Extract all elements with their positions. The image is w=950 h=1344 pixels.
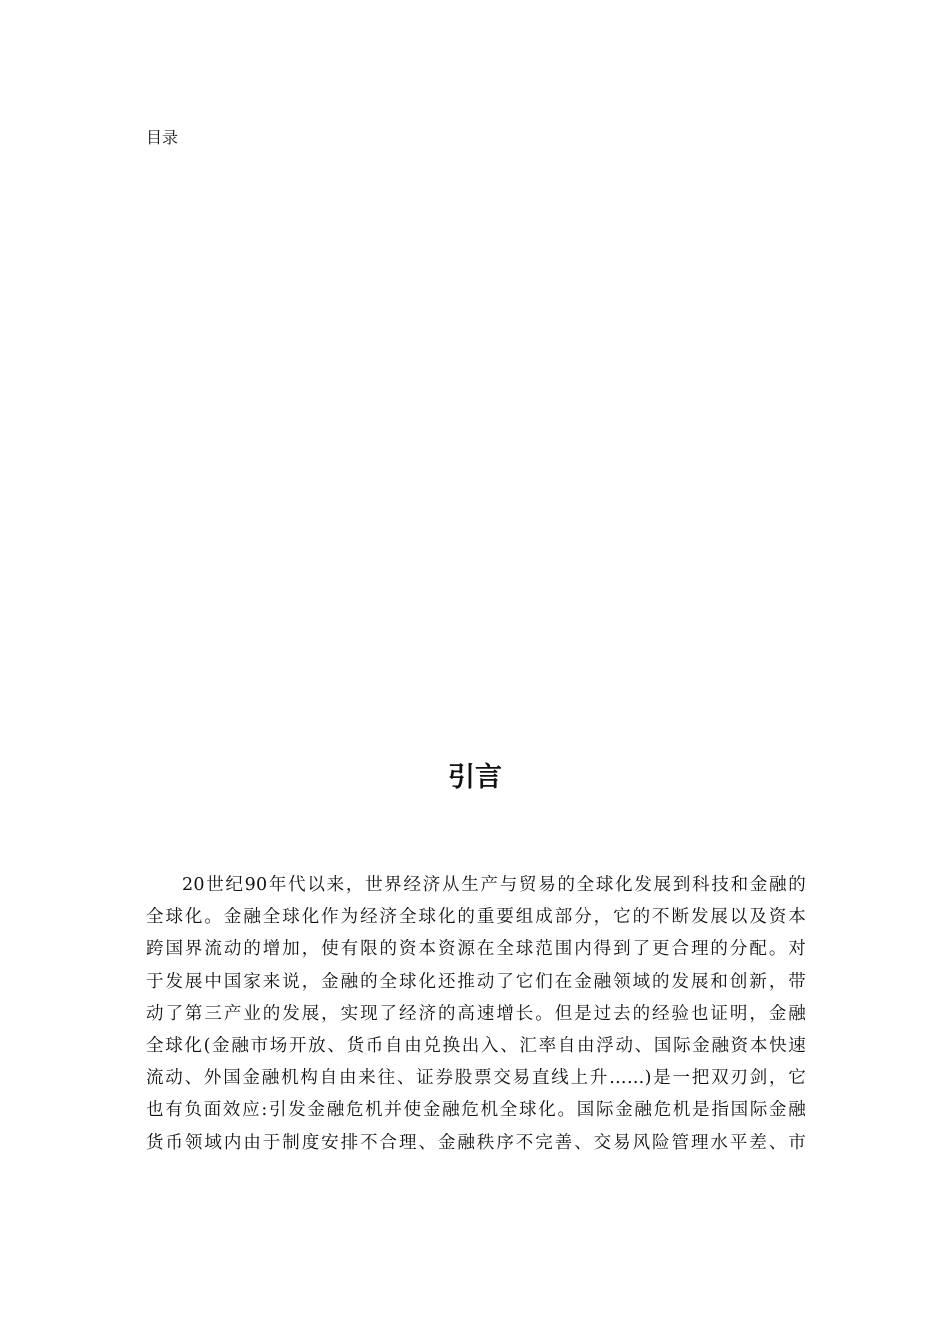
paragraph-line: 跨国界流动的增加，使有限的资本资源在全球范围内得到了更合理的分配。对 (146, 939, 806, 960)
paragraph-line: 也有负面效应:引发金融危机并使金融危机全球化。国际金融危机是指国际金融 (146, 1100, 806, 1121)
paragraph-line: 流动、外国金融机构自由来往、证券股票交易直线上升……)是一把双刃剑，它 (146, 1068, 806, 1089)
paragraph-line: 于发展中国家来说，金融的全球化还推动了它们在金融领域的发展和创新，带 (146, 971, 806, 992)
paragraph-line: 20世纪90年代以来，世界经济从生产与贸易的全球化发展到科技和金融的 (182, 875, 806, 895)
paragraph-line: 全球化。金融全球化作为经济全球化的重要组成部分，它的不断发展以及资本 (146, 907, 806, 928)
paragraph-line: 货币领域内由于制度安排不合理、金融秩序不完善、交易风险管理水平差、市 (146, 1132, 806, 1153)
toc-heading: 目录 (146, 128, 179, 147)
paragraph-line: 动了第三产业的发展，实现了经济的高速增长。但是过去的经验也证明，金融 (146, 1003, 806, 1024)
section-title: 引言 (448, 762, 502, 793)
intro-paragraph (146, 869, 806, 1159)
paragraph-line: 全球化(金融市场开放、货币自由兑换出入、汇率自由浮动、国际金融资本快速 (146, 1035, 806, 1056)
